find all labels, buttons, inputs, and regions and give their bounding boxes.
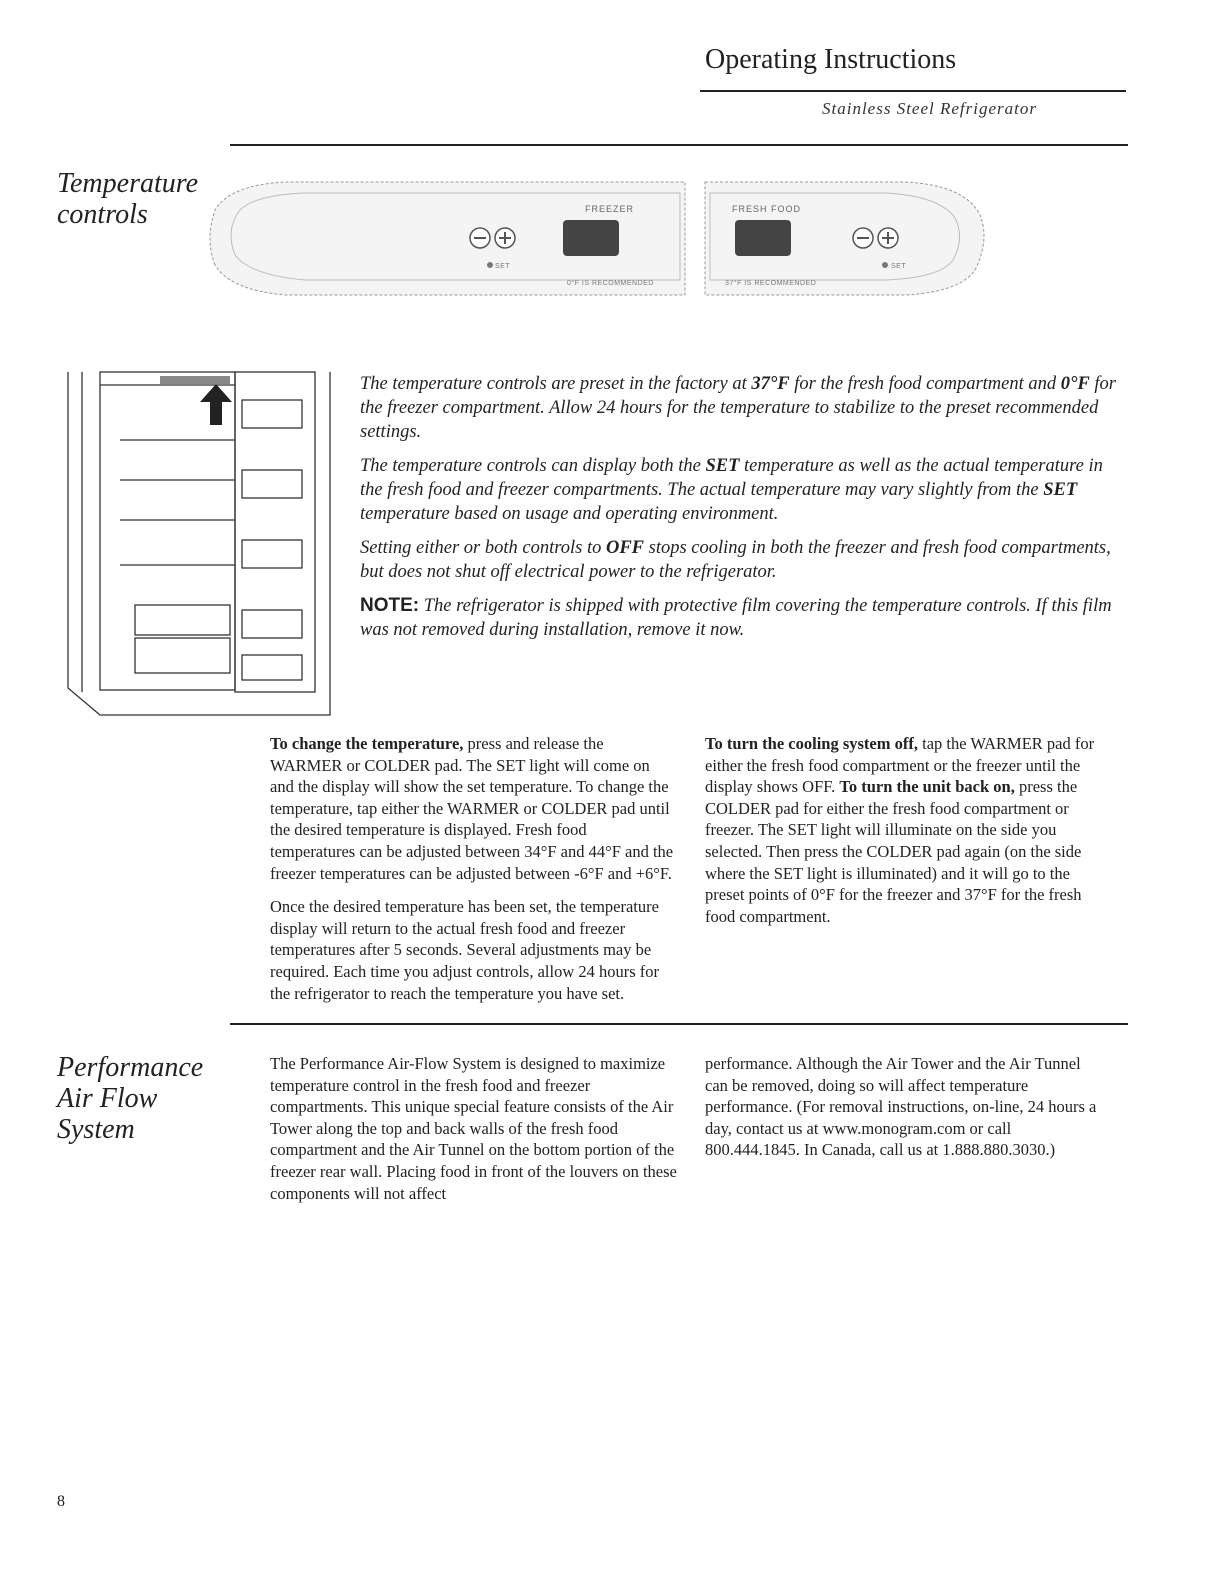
section-title-performance bbox=[57, 1052, 203, 1145]
section-title-line: Temperature bbox=[57, 168, 199, 199]
freezer-control-panel bbox=[210, 182, 685, 295]
door-bin bbox=[242, 655, 302, 680]
page-number: 8 bbox=[57, 1493, 65, 1510]
body-paragraph: The Performance Air-Flow System is designed to maximize temperature control in the fresh food and freezer compartments. This unique special feature consists of the Air Tower along the top and back walls of the fresh food compartment and the Air Tunnel on the bottom portion of the freezer rear wall. Placing food in front of the louvers on these components will not affect bbox=[270, 1054, 677, 1203]
right-column bbox=[705, 733, 1100, 939]
intro-text bbox=[360, 372, 1125, 652]
body-paragraph: To change the temperature, press and release the WARMER or COLDER pad. The SET light will come on and the display will show the set temperature. To change the temperature, tap either the WARMER or COLDER pad until the desired temperature is displayed. Fresh food temperatures can be adjusted between 34°F and 44°F and the freezer temperatures can be adjusted between -6°F and +6°F. bbox=[270, 734, 674, 883]
left-column bbox=[270, 733, 675, 1016]
door-bin bbox=[242, 400, 302, 428]
body-paragraph: To turn the cooling system off, tap the WARMER pad for either the fresh food compartment or the freezer until the display shows OFF. To turn the unit back on, press the COLDER pad for either the fresh food compartment or freezer. The SET light will illuminate on the side you selected. Then press the COLDER pad again (on the side where the SET light is illuminated) and it will go to the preset points of 0°F for the freezer and 37°F for the fresh food compartment. bbox=[705, 734, 1095, 926]
set-light-icon bbox=[487, 262, 493, 268]
control-panel-illustration bbox=[195, 160, 995, 320]
intro-paragraph: The temperature controls can display both the SET temperature as well as the actual temperature in the fresh food and freezer compartments. The actual temperature may vary slightly from the SET temperature based on usage and operating environment. bbox=[360, 456, 1103, 524]
section-title-line: System bbox=[57, 1114, 135, 1145]
fresh-food-control-panel bbox=[705, 182, 984, 295]
section-title-line: controls bbox=[57, 199, 148, 230]
header-rule bbox=[700, 90, 1126, 92]
body-paragraph: performance. Although the Air Tower and the Air Tunnel can be removed, doing so will affect temperature performance. (For removal instructions, on-line, 24 hours a day, contact us at www.monogram.com or call 800.444.1845. In Canada, call us at 1.888.880.3030.) bbox=[705, 1054, 1097, 1160]
freezer-set-indicator: SET bbox=[495, 263, 511, 270]
fresh-food-display bbox=[735, 220, 791, 256]
performance-left-column bbox=[270, 1053, 680, 1216]
intro-paragraph: The temperature controls are preset in the factory at 37°F for the fresh food compartment and 0°F for the freezer compartment. Allow 24 hours for the temperature to stabilize to the preset recommended settings. bbox=[360, 374, 1116, 442]
section-title-temperature bbox=[57, 168, 198, 230]
fresh-food-label: FRESH FOOD bbox=[732, 204, 802, 214]
body-paragraph: Once the desired temperature has been set, the temperature display will return to the actual fresh food and freezer temperatures after 5 seconds. Several adjustments may be required. Each time you adjust controls, allow 24 hours for the refrigerator to reach the temperature you have set. bbox=[270, 897, 660, 1003]
door-bin bbox=[242, 610, 302, 638]
fresh-food-recommended: 37°F IS RECOMMENDED bbox=[725, 280, 817, 287]
freezer-recommended: 0°F IS RECOMMENDED bbox=[567, 280, 654, 287]
performance-right-column bbox=[705, 1053, 1100, 1173]
door-bin bbox=[242, 540, 302, 568]
refrigerator-illustration bbox=[60, 370, 340, 720]
crisper-drawer bbox=[135, 605, 230, 635]
note-label: NOTE: bbox=[360, 595, 420, 616]
section-title-line: Air Flow bbox=[57, 1083, 158, 1114]
note-paragraph: NOTE: The refrigerator is shipped with protective film covering the temperature controls. If this film was not removed during installation, remove it now. bbox=[360, 595, 1112, 640]
crisper-drawer bbox=[135, 638, 230, 673]
section-divider bbox=[230, 1023, 1128, 1025]
section-title-line: Performance bbox=[57, 1052, 204, 1083]
page-header-title: Operating Instructions bbox=[705, 44, 957, 75]
freezer-label: FREEZER bbox=[585, 204, 635, 214]
refrigerator-cabinet bbox=[68, 372, 330, 715]
door-bin bbox=[242, 470, 302, 498]
freezer-display bbox=[563, 220, 619, 256]
refrigerator-door bbox=[235, 372, 315, 692]
intro-paragraph: Setting either or both controls to OFF stops cooling in both the freezer and fresh food compartments, but does not shut off electrical power to the refrigerator. bbox=[360, 538, 1111, 582]
control-panel-strip bbox=[160, 376, 230, 384]
section-divider bbox=[230, 144, 1128, 146]
fresh-food-set-indicator: SET bbox=[891, 263, 907, 270]
arrow-up-icon bbox=[200, 384, 232, 425]
set-light-icon bbox=[882, 262, 888, 268]
page-header-subtitle: Stainless Steel Refrigerator bbox=[822, 99, 1037, 118]
